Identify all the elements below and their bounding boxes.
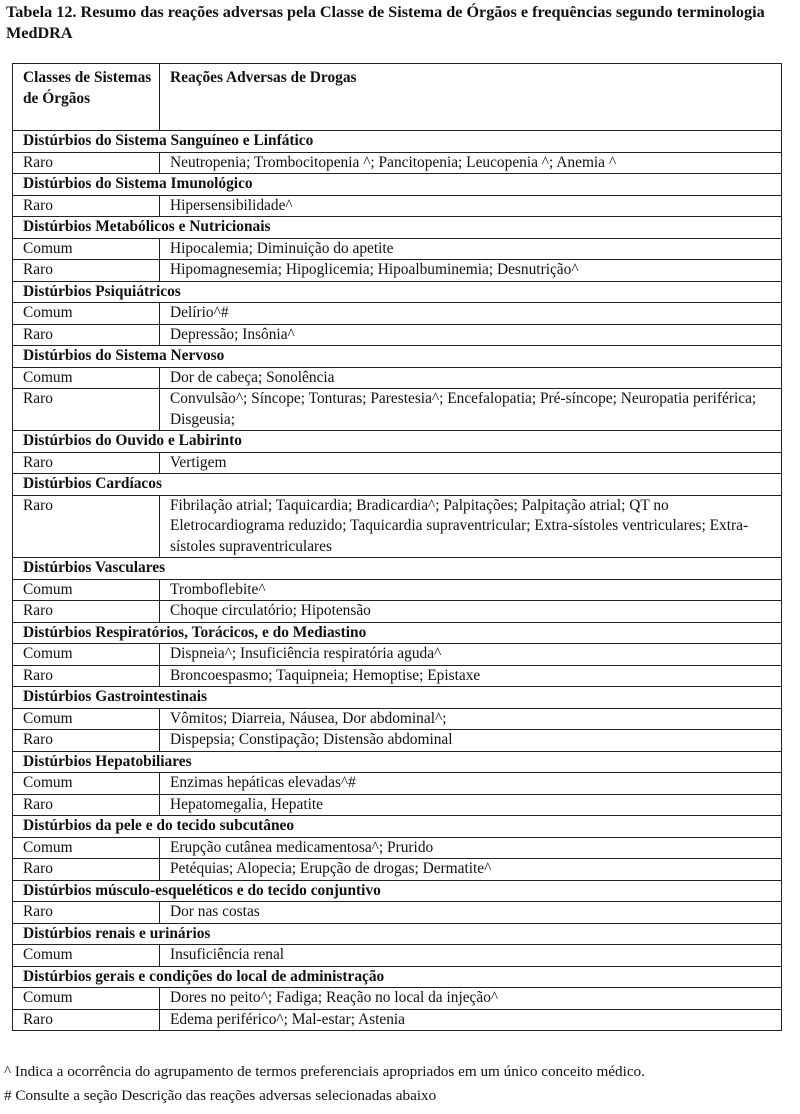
reactions-cell: Dor de cabeça; Sonolência <box>160 367 782 389</box>
frequency-cell: Raro <box>13 452 160 474</box>
frequency-cell: Raro <box>13 1009 160 1031</box>
section-title: Distúrbios do Sistema Nervoso <box>13 346 782 368</box>
section-title: Distúrbios do Sistema Sanguíneo e Linfático <box>13 131 782 153</box>
table-row <box>13 601 782 623</box>
section-header-row <box>13 880 782 902</box>
reactions-cell: Erupção cutânea medicamentosa^; Prurido <box>160 837 782 859</box>
frequency-cell: Raro <box>13 195 160 217</box>
section-header-row <box>13 131 782 153</box>
table-row <box>13 794 782 816</box>
reactions-cell: Hipersensibilidade^ <box>160 195 782 217</box>
table-row <box>13 389 782 431</box>
section-header-row <box>13 687 782 709</box>
reactions-cell: Depressão; Insônia^ <box>160 324 782 346</box>
frequency-cell: Comum <box>13 945 160 967</box>
footnote-hash: # Consulte a seção Descrição das reações adversas selecionadas abaixo <box>4 1087 437 1104</box>
reactions-cell: Dor nas costas <box>160 902 782 924</box>
table-header-row <box>13 64 782 131</box>
section-title: Distúrbios renais e urinários <box>13 923 782 945</box>
section-title: Distúrbios Gastrointestinais <box>13 687 782 709</box>
reactions-cell: Insuficiência renal <box>160 945 782 967</box>
reactions-cell: Dispepsia; Constipação; Distensão abdominal <box>160 730 782 752</box>
section-header-row <box>13 431 782 453</box>
reactions-cell: Hipocalemia; Diminuição do apetite <box>160 238 782 260</box>
section-header-row <box>13 474 782 496</box>
reactions-cell: Broncoespasmo; Taquipneia; Hemoptise; Epistaxe <box>160 665 782 687</box>
frequency-cell: Raro <box>13 601 160 623</box>
table-row <box>13 730 782 752</box>
section-title: Distúrbios da pele e do tecido subcutâneo <box>13 816 782 838</box>
frequency-cell: Raro <box>13 859 160 881</box>
adverse-reactions-table <box>12 63 782 1031</box>
reactions-cell: Edema periférico^; Mal-estar; Astenia <box>160 1009 782 1031</box>
reactions-cell: Petéquias; Alopecia; Erupção de drogas; Dermatite^ <box>160 859 782 881</box>
frequency-cell: Raro <box>13 665 160 687</box>
table-row <box>13 644 782 666</box>
section-header-row <box>13 966 782 988</box>
section-title: Distúrbios Cardíacos <box>13 474 782 496</box>
frequency-cell: Comum <box>13 303 160 325</box>
header-adverse-reactions: Reações Adversas de Drogas <box>160 64 782 131</box>
section-header-row <box>13 923 782 945</box>
frequency-cell: Comum <box>13 837 160 859</box>
section-title: Distúrbios gerais e condições do local de administração <box>13 966 782 988</box>
table-row <box>13 495 782 558</box>
section-header-row <box>13 751 782 773</box>
table-row <box>13 324 782 346</box>
section-title: Distúrbios do Ouvido e Labirinto <box>13 431 782 453</box>
table-row <box>13 303 782 325</box>
reactions-cell: Neutropenia; Trombocitopenia ^; Pancitopenia; Leucopenia ^; Anemia ^ <box>160 152 782 174</box>
reactions-cell: Choque circulatório; Hipotensão <box>160 601 782 623</box>
section-title: Distúrbios do Sistema Imunológico <box>13 174 782 196</box>
section-header-row <box>13 174 782 196</box>
frequency-cell: Raro <box>13 152 160 174</box>
frequency-cell: Raro <box>13 495 160 558</box>
reactions-cell: Dispneia^; Insuficiência respiratória aguda^ <box>160 644 782 666</box>
section-header-row <box>13 622 782 644</box>
reactions-cell: Hepatomegalia, Hepatite <box>160 794 782 816</box>
frequency-cell: Raro <box>13 794 160 816</box>
table-row <box>13 260 782 282</box>
frequency-cell: Raro <box>13 260 160 282</box>
table-row <box>13 1009 782 1031</box>
frequency-cell: Raro <box>13 324 160 346</box>
section-header-row <box>13 816 782 838</box>
header-organ-class: Classes de Sistemas de Órgãos <box>13 64 160 131</box>
table-row <box>13 902 782 924</box>
section-title: Distúrbios Vasculares <box>13 558 782 580</box>
frequency-cell: Comum <box>13 708 160 730</box>
reactions-cell: Dores no peito^; Fadiga; Reação no local da injeção^ <box>160 988 782 1010</box>
reactions-cell: Fibrilação atrial; Taquicardia; Bradicardia^; Palpitações; Palpitação atrial; QT no Eletrocardiograma reduzido; Taquicardia supraventricular; Extra-sístoles ventriculares; Extra-sístoles supraventriculares <box>160 495 782 558</box>
reactions-cell: Delírio^# <box>160 303 782 325</box>
frequency-cell: Comum <box>13 238 160 260</box>
reactions-cell: Tromboflebite^ <box>160 579 782 601</box>
reactions-cell: Convulsão^; Síncope; Tonturas; Parestesia^; Encefalopatia; Pré-síncope; Neuropatia periférica; Disgeusia; <box>160 389 782 431</box>
section-header-row <box>13 217 782 239</box>
section-header-row <box>13 346 782 368</box>
frequency-cell: Raro <box>13 730 160 752</box>
reactions-cell: Vômitos; Diarreia, Náusea, Dor abdominal^; <box>160 708 782 730</box>
table-row <box>13 837 782 859</box>
frequency-cell: Comum <box>13 644 160 666</box>
reactions-cell: Vertigem <box>160 452 782 474</box>
frequency-cell: Comum <box>13 773 160 795</box>
table-caption: Tabela 12. Resumo das reações adversas pela Classe de Sistema de Órgãos e frequências segundo terminologia MedDRA <box>6 3 765 42</box>
table-row <box>13 579 782 601</box>
table-row <box>13 859 782 881</box>
table-row <box>13 452 782 474</box>
section-title: Distúrbios Respiratórios, Torácicos, e do Mediastino <box>13 622 782 644</box>
table-row <box>13 945 782 967</box>
table-row <box>13 708 782 730</box>
section-header-row <box>13 281 782 303</box>
section-title: Distúrbios Metabólicos e Nutricionais <box>13 217 782 239</box>
section-title: Distúrbios Psiquiátricos <box>13 281 782 303</box>
reactions-cell: Hipomagnesemia; Hipoglicemia; Hipoalbuminemia; Desnutrição^ <box>160 260 782 282</box>
section-header-row <box>13 558 782 580</box>
table-row <box>13 152 782 174</box>
table-row <box>13 195 782 217</box>
table-row <box>13 988 782 1010</box>
table-row <box>13 773 782 795</box>
table-row <box>13 665 782 687</box>
frequency-cell: Comum <box>13 988 160 1010</box>
table-row <box>13 367 782 389</box>
reactions-cell: Enzimas hepáticas elevadas^# <box>160 773 782 795</box>
frequency-cell: Comum <box>13 579 160 601</box>
section-title: Distúrbios Hepatobiliares <box>13 751 782 773</box>
frequency-cell: Raro <box>13 389 160 431</box>
footnote-caret: ^ Indica a ocorrência do agrupamento de termos preferenciais apropriados em um único conceito médico. <box>4 1063 645 1080</box>
frequency-cell: Raro <box>13 902 160 924</box>
frequency-cell: Comum <box>13 367 160 389</box>
table-row <box>13 238 782 260</box>
section-title: Distúrbios músculo-esqueléticos e do tecido conjuntivo <box>13 880 782 902</box>
